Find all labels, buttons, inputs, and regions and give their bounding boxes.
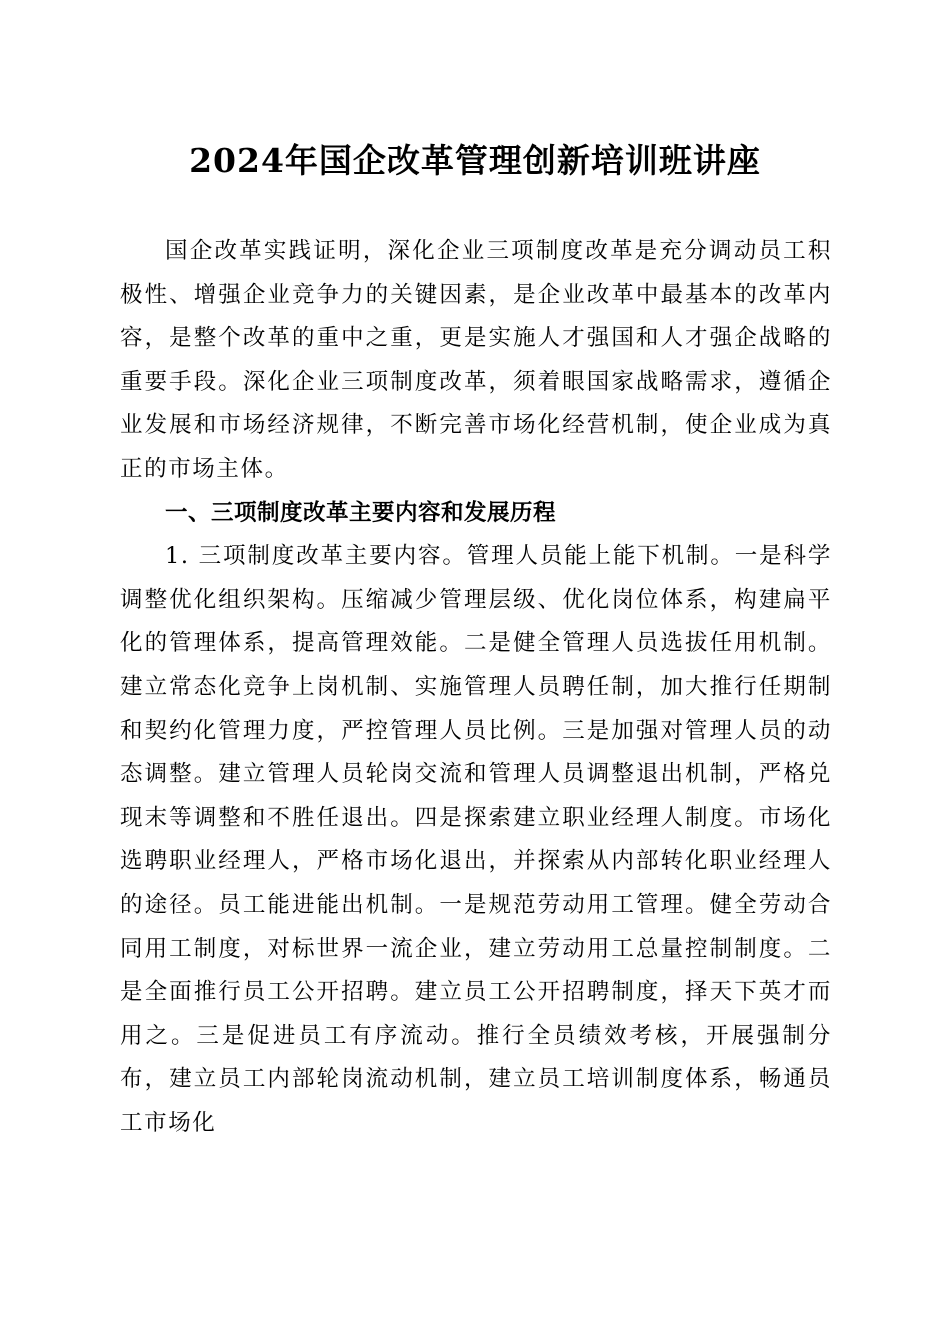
section-paragraph: 1. 三项制度改革主要内容。管理人员能上能下机制。一是科学调整优化组织架构。压缩减少管理层级、优化岗位体系，构建扁平化的管理体系，提高管理效能。二是健全管理人员选拔任用机制。建立常态化竞争上岗机制、实施管理人员聘任制，加大推行任期制和契约化管理力度，严控管理人员比例。三是加强对管理人员的动态调整。建立管理人员轮岗交流和管理人员调整退出机制，严格兑现末等调整和不胜任退出。四是探索建立职业经理人制度。市场化选聘职业经理人，严格市场化退出，并探索从内部转化职业经理人的途径。员工能进能出机制。一是规范劳动用工管理。健全劳动合同用工制度，对标世界一流企业，建立劳动用工总量控制制度。二是全面推行员工公开招聘。建立员工公开招聘制度，择天下英才而用之。三是促进员工有序流动。推行全员绩效考核，开展强制分布，建立员工内部轮岗流动机制，建立员工培训制度体系，畅通员工市场化	[120, 543, 832, 1136]
section-heading: 一、三项制度改革主要内容和发展历程	[165, 499, 557, 526]
intro-paragraph: 国企改革实践证明，深化企业三项制度改革是充分调动员工积极性、增强企业竞争力的关键因素，是企业改革中最基本的改革内容，是整个改革的重中之重，更是实施人才强国和人才强企战略的重要手段。深化企业三项制度改革，须着眼国家战略需求，遵循企业发展和市场经济规律，不断完善市场化经营机制，使企业成为真正的市场主体。	[120, 238, 832, 482]
document-title: 2024年国企改革管理创新培训班讲座	[189, 141, 761, 180]
document-body	[120, 230, 832, 1145]
